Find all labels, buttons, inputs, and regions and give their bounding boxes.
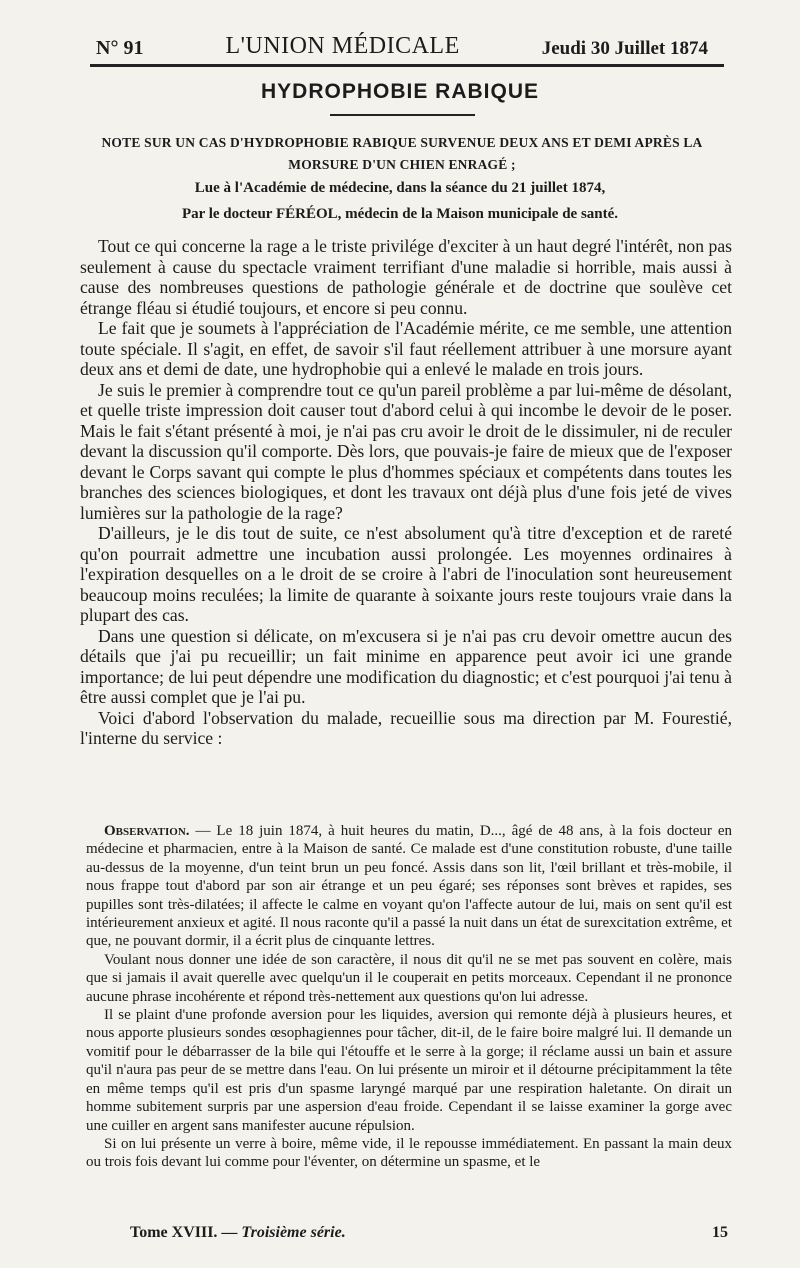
paragraph: Je suis le premier à comprendre tout ce qu'un pareil problème a par lui-même de désolant, et quelle triste impression doit causer tout d'abord celui à qui incombe le devoir de le poser. Mais le fait s'étant présenté à moi, je n'ai pas cru avoir le droit de le dissimuler, ni de reculer devant la discussion qu'il comporte. Dès lors, que pouvais-je faire de mieux que de l'exposer devant le Corps savant qui compte le plus d'hommes spéciaux et compétents dans toutes les branches des sciences biologiques, et dont les travaux ont déjà plus d'une fois jeté de vives lumières sur la pathologie de la rage? (80, 379, 732, 523)
note-title: NOTE SUR UN CAS D'HYDROPHOBIE RABIQUE SURVENUE DEUX ANS ET DEMI APRÈS LA MORSURE D'UN CHIEN ENRAGÉ ; (101, 135, 703, 172)
observation (86, 822, 732, 1172)
observation-text: — Le 18 juin 1874, à huit heures du matin, D..., âgé de 48 ans, à la fois docteur en médecine et pharmacien, entre à la Maison de santé. Ce malade est d'une constitution robuste, d'une taille au-dessus de la moyenne, d'un teint brun un peu foncé. Assis dans son lit, l'œil brillant et très-mobile, il nous frappe tout d'abord par son air étrange et un peu égaré; ses réponses sont brèves et rapides, ses pupilles sont très-dilatées; il affecte le calme en voyant qu'on l'affecte autour de lui, mais on sent qu'il est intérieurement anxieux et agité. Il nous raconte qu'il a passé la nuit dans un état de surexcitation extrême, et que, ne pouvant dormir, il a écrit plus de cinquante lettres. (86, 823, 732, 950)
journal-title: L'UNION MÉDICALE (225, 33, 460, 59)
paragraph: Le fait que je soumets à l'appréciation de l'Académie mérite, ce me semble, une attention toute spéciale. Il s'agit, en effet, de savoir s'il faut réellement attribuer à une morsure ayant deux ans et demi de date, une hydrophobie qui a enlevé le malade en trois jours. (80, 318, 732, 379)
page-footer (130, 1224, 728, 1242)
paragraph: Voici d'abord l'observation du malade, recueillie sous ma direction par M. Fourestié, l'interne du service : (80, 707, 732, 748)
author-line: Par le docteur FÉRÉOL, médecin de la Maison municipale de santé. (181, 206, 619, 222)
title-rule (330, 114, 475, 116)
running-head (96, 26, 708, 60)
section-title: HYDROPHOBIE RABIQUE (260, 80, 540, 103)
observation-label: Observation. (104, 823, 190, 839)
observation-paragraph: Voulant nous donner une idée de son caractère, il nous dit qu'il ne se met pas souvent en colère, mais que si jamais il avait querelle avec quelqu'un il le couperait en petits morceaux. Cependant il ne prononce aucune phrase incohérente et répond très-nettement aux questions qu'on lui adresse. (86, 951, 732, 1005)
read-line: Lue à l'Académie de médecine, dans la séance du 21 juillet 1874, (194, 180, 606, 196)
series-label: Troisième série. (241, 1224, 346, 1241)
observation-paragraph (86, 822, 732, 951)
paragraph: Tout ce qui concerne la rage a le triste privilége d'exciter à un haut degré l'intérêt, non pas seulement à cause du spectacle vraiment terrifiant d'une maladie si horrible, mais aussi à cause des nombreuses questions de pathologie générale et de doctrine que soulève cet étrange fléau si étudié toujours, et encore si peu connu. (80, 236, 732, 318)
issue-number: N° 91 (96, 37, 144, 59)
article-body (80, 236, 732, 749)
volume-label: Tome XVIII. — (130, 1224, 242, 1241)
paragraph: D'ailleurs, je le dis tout de suite, ce n'est absolument qu'à titre d'exception et de rareté qu'on pourrait admettre une incubation aussi prolongée. Les moyennes ordinaires à l'expiration desquelles on a le droit de se croire à l'abri de l'inoculation sont heureusement beaucoup moins reculées; la limite de quarante à soixante jours reste toujours vraie dans la plupart des cas. (80, 523, 732, 625)
observation-paragraph: Il se plaint d'une profonde aversion pour les liquides, aversion qui remonte déjà à plusieurs heures, et nous apporte plusieurs sondes œsophagiennes pour tâcher, dit-il, de le faire boire malgré lui. Il demande un vomitif pour le débarrasser de la bile qui l'étouffe et le serre à la gorge; il réclame aussi un bain et assure qu'il n'aura pas peur de se mettre dans l'eau. On lui présente un miroir et il détourne précipitamment la tête en même temps qu'il est pris d'un spasme laryngé marqué par une respiration haletante. On dirait un homme subitement surpris par une aspersion d'eau froide. Cependant il se laisse examiner la gorge avec une cuiller en argent sans manifester aucune répulsion. (86, 1007, 732, 1134)
header-rule (90, 64, 724, 67)
observation-paragraph: Si on lui présente un verre à boire, même vide, il le repousse immédiatement. En passant la main deux ou trois fois devant lui comme pour l'éventer, on détermine un spasme, et le (86, 1135, 732, 1171)
issue-date: Jeudi 30 Juillet 1874 (541, 38, 708, 59)
paragraph: Dans une question si délicate, on m'excusera si je n'ai pas cru devoir omettre aucun des détails que j'ai pu recueillir; un fait minime en apparence peut avoir ici une grande importance; de lui peut dépendre une modification du diagnostic; et c'est pourquoi j'ai tenu à être aussi complet que je l'ai pu. (80, 625, 732, 707)
volume-info (130, 1224, 346, 1242)
page-number: 15 (712, 1224, 728, 1241)
